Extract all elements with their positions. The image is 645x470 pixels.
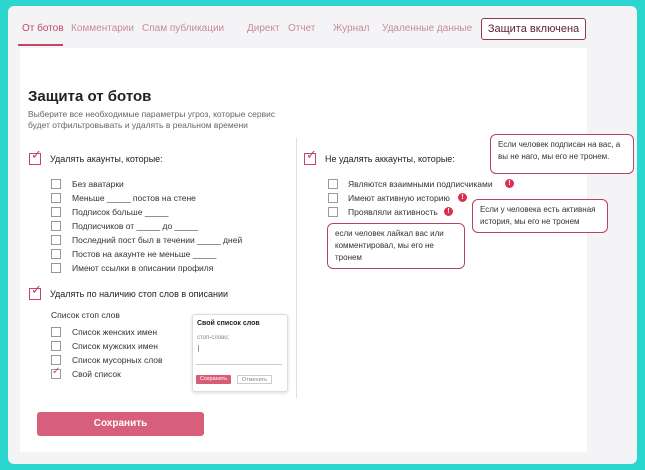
- delete-accounts-checkbox[interactable]: [29, 147, 42, 165]
- tab-report[interactable]: Отчет: [288, 23, 316, 34]
- column-divider: [296, 138, 297, 398]
- custom-list-title: Свой список слов: [197, 320, 260, 327]
- input-underline: [196, 364, 282, 365]
- custom-list-cancel-button[interactable]: Отменить: [237, 375, 272, 384]
- check-icon: ✓: [31, 282, 42, 297]
- option-label: Постов на акаунте не меньше _____: [72, 249, 217, 259]
- custom-list-save-button[interactable]: Сохранить: [196, 375, 231, 384]
- female-names-checkbox[interactable]: [51, 327, 61, 337]
- top-nav: [8, 6, 637, 46]
- page-title: Защита от ботов: [28, 88, 152, 105]
- app-frame: [8, 6, 637, 464]
- last-post-checkbox[interactable]: [51, 235, 61, 245]
- check-icon: ✓: [52, 366, 61, 377]
- more-subscriptions-checkbox[interactable]: [51, 207, 61, 217]
- male-names-checkbox[interactable]: [51, 341, 61, 351]
- stop-words-checkbox[interactable]: [29, 282, 42, 300]
- callout-activity: если человек лайкал вас или комментировал, мы его не тронем: [327, 223, 465, 269]
- option-label: Подписок больше _____: [72, 207, 169, 217]
- stop-option-label: Список мужских имен: [72, 341, 158, 351]
- page-description: Выберите все необходимые параметры угроз, которые сервис будет отфильтровывать и удалять в реальном времени: [28, 109, 276, 130]
- keep-option-label: Проявляли активность: [348, 207, 438, 217]
- stop-option-label: Список мусорных слов: [72, 355, 163, 365]
- junk-words-checkbox[interactable]: [51, 355, 61, 365]
- exclamation-icon[interactable]: !: [444, 207, 453, 216]
- fewer-posts-checkbox[interactable]: [51, 193, 61, 203]
- active-tab-indicator: [18, 44, 63, 46]
- option-label: Последний пост был в течении _____ дней: [72, 235, 243, 245]
- no-avatar-checkbox[interactable]: [51, 179, 61, 189]
- profile-links-checkbox[interactable]: [51, 263, 61, 273]
- tab-spam-posts[interactable]: Спам публикации: [142, 23, 225, 34]
- tab-comments[interactable]: Комментарии: [71, 23, 134, 34]
- active-story-checkbox[interactable]: [328, 193, 338, 203]
- settings-card: [20, 48, 587, 452]
- option-label: Подписчиков от _____ до _____: [72, 221, 199, 231]
- keep-option-label: Имеют активную историю: [348, 193, 450, 203]
- keep-accounts-checkbox[interactable]: [304, 147, 317, 165]
- check-icon: ✓: [306, 147, 317, 162]
- stop-words-label: Удалять по наличию стоп слов в описании: [50, 289, 229, 299]
- custom-list-input[interactable]: стоп-слово;: [197, 335, 230, 341]
- min-posts-checkbox[interactable]: [51, 249, 61, 259]
- mutual-followers-checkbox[interactable]: [328, 179, 338, 189]
- text-caret: [198, 345, 199, 352]
- tab-bots[interactable]: От ботов: [22, 23, 64, 34]
- exclamation-icon[interactable]: !: [505, 179, 514, 188]
- keep-accounts-label: Не удалять аккаунты, которые:: [325, 154, 455, 164]
- exclamation-icon[interactable]: !: [458, 193, 467, 202]
- stop-option-label: Свой список: [72, 369, 121, 379]
- option-label: Без аватарки: [72, 179, 124, 189]
- tab-log[interactable]: Журнал: [333, 23, 370, 34]
- keep-option-label: Являются взаимными подписчиками: [348, 179, 493, 189]
- showed-activity-checkbox[interactable]: [328, 207, 338, 217]
- callout-active-story: Если у человека есть активная история, мы его не тронем: [472, 199, 608, 233]
- tab-direct[interactable]: Директ: [247, 23, 280, 34]
- custom-list-panel: [192, 314, 288, 392]
- followers-range-checkbox[interactable]: [51, 221, 61, 231]
- tab-deleted-data[interactable]: Удаленные данные: [382, 23, 473, 34]
- custom-list-checkbox[interactable]: [51, 366, 61, 379]
- save-button[interactable]: Сохранить: [37, 412, 204, 436]
- stop-option-label: Список женских имен: [72, 327, 158, 337]
- protection-enabled-button[interactable]: Защита включена: [481, 18, 586, 40]
- check-icon: ✓: [31, 147, 42, 162]
- stop-list-label: Список стоп слов: [51, 310, 120, 320]
- callout-mutual-followers: Если человек подписан на вас, а вы не наго, мы его не тронем.: [490, 134, 634, 174]
- delete-accounts-label: Удалять акаунты, которые:: [50, 154, 163, 164]
- option-label: Имеют ссылки в описании профиля: [72, 263, 214, 273]
- option-label: Меньше _____ постов на стене: [72, 193, 196, 203]
